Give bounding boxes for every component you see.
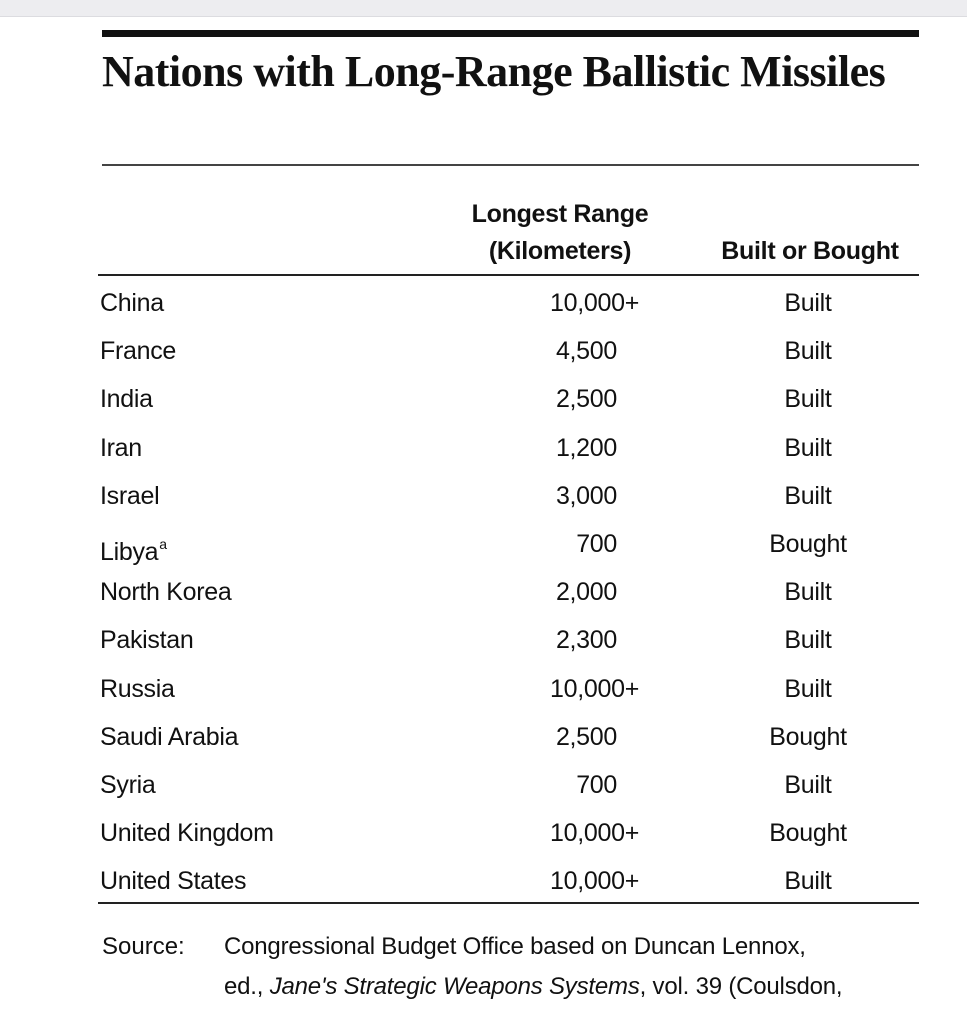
nation-cell [100, 377, 153, 421]
nation-name: India [100, 385, 153, 414]
nation-cell [100, 763, 155, 807]
table-row [98, 377, 919, 425]
nation-cell [100, 715, 238, 759]
nation-name: Israel [100, 481, 160, 510]
range-cell: 10,000+ [550, 674, 639, 703]
built-or-bought-cell: Built [784, 385, 832, 414]
nation-cell [100, 281, 164, 325]
table-row [98, 570, 919, 618]
footnote-marker: a [159, 535, 167, 552]
nation-name: Pakistan [100, 626, 194, 655]
range-cell: 700 [576, 529, 617, 558]
nation-cell [100, 811, 274, 855]
source-line-1: Congressional Budget Office based on Duncan Lennox, [224, 933, 806, 960]
nation-cell [100, 859, 246, 903]
range-cell: 10,000+ [550, 867, 639, 896]
table-row [98, 329, 919, 377]
nation-name: China [100, 289, 164, 317]
built-or-bought-cell: Built [784, 626, 832, 655]
range-cell: 2,000 [555, 578, 617, 607]
range-cell: 10,000+ [550, 819, 639, 848]
built-or-bought-cell: Built [784, 578, 832, 607]
nation-name: United Kingdom [100, 819, 274, 848]
nation-cell [100, 426, 142, 470]
nation-cell [100, 618, 194, 662]
range-cell: 10,000+ [550, 289, 639, 317]
nation-name: North Korea [100, 578, 232, 607]
table-row [98, 474, 919, 522]
range-cell: 4,500 [555, 337, 617, 366]
source-note [224, 927, 924, 1007]
table-bottom-rule [98, 902, 919, 904]
built-or-bought-cell: Built [784, 481, 832, 510]
built-or-bought-cell: Built [784, 289, 832, 317]
source-line-2-suffix: , vol. 39 (Coulsdon, [639, 973, 843, 1000]
source-publication-title: Jane's Strategic Weapons Systems [269, 973, 640, 1000]
nation-name: United States [100, 867, 247, 896]
range-cell: 2,300 [555, 626, 617, 655]
cut-off-heading [112, 0, 302, 8]
source-cut-off-line [224, 1007, 824, 1015]
table-row [98, 859, 919, 907]
nation-cell [100, 329, 176, 373]
title-bottom-rule [102, 164, 919, 166]
range-cell: 700 [576, 770, 617, 799]
built-or-bought-cell: Built [784, 674, 832, 703]
column-header-range-line2: (Kilometers) [488, 237, 632, 265]
nation-cell [100, 570, 232, 614]
table-row [98, 426, 919, 474]
table-row [98, 618, 919, 666]
nation-cell [100, 522, 167, 574]
column-header-longest-range [440, 196, 680, 270]
nation-name: Russia [100, 674, 175, 703]
nation-cell [100, 474, 159, 518]
nation-name: Syria [100, 770, 156, 799]
range-cell: 2,500 [555, 722, 617, 751]
column-header-range-line1: Longest Range [471, 200, 649, 228]
table-row [98, 522, 919, 570]
table-row [98, 763, 919, 811]
header-rule [98, 274, 919, 276]
range-cell: 3,000 [555, 481, 617, 510]
table-title: Nations with Long-Range Ballistic Missiles [102, 47, 886, 96]
nation-name: Saudi Arabia [100, 722, 239, 751]
source-line-2 [224, 967, 924, 1007]
table-row [98, 281, 919, 329]
built-or-bought-cell: Built [784, 433, 832, 462]
nation-name: Iran [100, 433, 142, 462]
source-label: Source: [102, 933, 185, 960]
built-or-bought-cell: Built [784, 770, 832, 799]
table-row [98, 667, 919, 715]
built-or-bought-cell: Bought [769, 819, 847, 848]
column-header-built-or-bought: Built or Bought [721, 237, 899, 265]
source-line-2-prefix: ed., [224, 973, 270, 1000]
built-or-bought-cell: Built [784, 337, 832, 366]
range-cell: 2,500 [555, 385, 617, 414]
built-or-bought-cell: Built [784, 867, 832, 896]
table-row [98, 715, 919, 763]
built-or-bought-cell: Bought [769, 529, 847, 558]
table-row [98, 811, 919, 859]
nation-cell [100, 667, 175, 711]
range-cell: 1,200 [555, 433, 617, 462]
nation-name: France [100, 337, 177, 366]
nation-name: Libya [100, 537, 159, 566]
title-top-rule [102, 30, 919, 37]
built-or-bought-cell: Bought [769, 722, 847, 751]
table-body [98, 281, 919, 907]
